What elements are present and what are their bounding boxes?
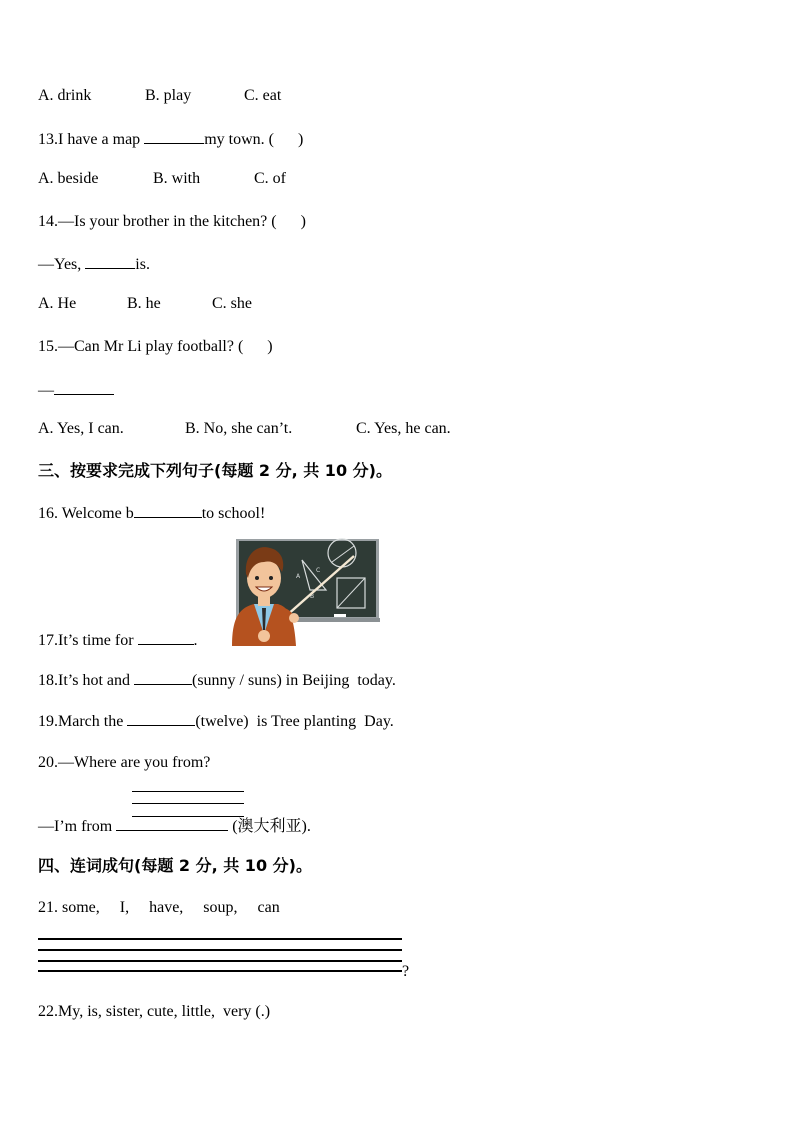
q15-option-a: A. Yes, I can. bbox=[38, 420, 124, 437]
q18-prefix: 18.It’s hot and bbox=[38, 672, 134, 689]
q13-option-c: C. of bbox=[254, 170, 286, 187]
q19-blank[interactable] bbox=[127, 711, 195, 726]
q16-question bbox=[38, 503, 265, 524]
q13-option-a: A. beside bbox=[38, 170, 99, 187]
q14-answer bbox=[38, 254, 150, 275]
q17-prefix: 17.It’s time for bbox=[38, 632, 138, 649]
q17-blank[interactable] bbox=[138, 630, 194, 645]
q14-question: 14.—Is your brother in the kitchen? ( ) bbox=[38, 213, 306, 230]
q20-answer bbox=[38, 816, 311, 837]
q22-question: 22.My, is, sister, cute, little, very (.) bbox=[38, 1003, 271, 1020]
q16-prefix: 16. Welcome b bbox=[38, 505, 134, 522]
q18-blank[interactable] bbox=[134, 670, 192, 685]
q19-question bbox=[38, 711, 394, 732]
q13-prefix: 13.I have a map bbox=[38, 131, 145, 148]
q15-option-c: C. Yes, he can. bbox=[356, 420, 451, 437]
q15-option-b: B. No, she can’t. bbox=[185, 420, 293, 437]
q20-blank-line-4[interactable] bbox=[116, 816, 228, 831]
q19-suffix: (twelve) is Tree planting Day. bbox=[195, 713, 394, 730]
q20-question: 20.—Where are you from? bbox=[38, 754, 211, 771]
q14-answer-suffix: is. bbox=[135, 256, 150, 273]
section3-title: 三、按要求完成下列句子(每题 2 分, 共 10 分)。 bbox=[38, 461, 392, 480]
q12-option-b: B. play bbox=[145, 87, 192, 104]
q16-blank[interactable] bbox=[134, 503, 202, 518]
q20-answer-prefix: —I’m from bbox=[38, 818, 117, 835]
svg-text:A: A bbox=[296, 573, 301, 580]
q21-answer-line-3[interactable] bbox=[38, 960, 402, 962]
q21-end-mark: ? bbox=[402, 963, 410, 980]
q14-option-a: A. He bbox=[38, 295, 77, 312]
q21-answer-line-1[interactable] bbox=[38, 938, 402, 940]
svg-text:C: C bbox=[316, 567, 321, 574]
q15-blank[interactable] bbox=[54, 380, 114, 395]
q20-blank-line-2[interactable] bbox=[132, 803, 244, 804]
q15-answer bbox=[38, 380, 114, 401]
q14-answer-prefix: —Yes, bbox=[38, 256, 86, 273]
q12-option-a: A. drink bbox=[38, 87, 92, 104]
q17-question bbox=[38, 630, 198, 651]
q15-question: 15.—Can Mr Li play football? ( ) bbox=[38, 338, 273, 355]
q17-suffix: . bbox=[193, 632, 198, 649]
teacher-illustration bbox=[224, 538, 380, 646]
q21-words: 21. some, I, have, soup, can bbox=[38, 899, 280, 916]
q14-blank[interactable] bbox=[85, 254, 135, 269]
q15-answer-prefix: — bbox=[38, 382, 54, 399]
q14-option-b: B. he bbox=[127, 295, 161, 312]
section4-title: 四、连词成句(每题 2 分, 共 10 分)。 bbox=[38, 856, 312, 875]
q18-suffix: (sunny / suns) in Beijing today. bbox=[192, 672, 396, 689]
q12-option-c: C. eat bbox=[244, 87, 282, 104]
q19-prefix: 19.March the bbox=[38, 713, 128, 730]
q20-blank-line-1[interactable] bbox=[132, 791, 244, 792]
q20-answer-suffix: (澳大利亚). bbox=[228, 818, 311, 835]
q13-option-b: B. with bbox=[153, 170, 201, 187]
q21-answer-line-4[interactable] bbox=[38, 970, 402, 972]
q16-suffix: to school! bbox=[201, 505, 266, 522]
q14-option-c: C. she bbox=[212, 295, 252, 312]
svg-text:B: B bbox=[310, 593, 315, 600]
q13-blank[interactable] bbox=[144, 129, 204, 144]
q13-suffix: my town. ( ) bbox=[204, 131, 304, 148]
q18-question bbox=[38, 670, 396, 691]
q21-answer-line-2[interactable] bbox=[38, 949, 402, 951]
q13-question bbox=[38, 129, 303, 150]
